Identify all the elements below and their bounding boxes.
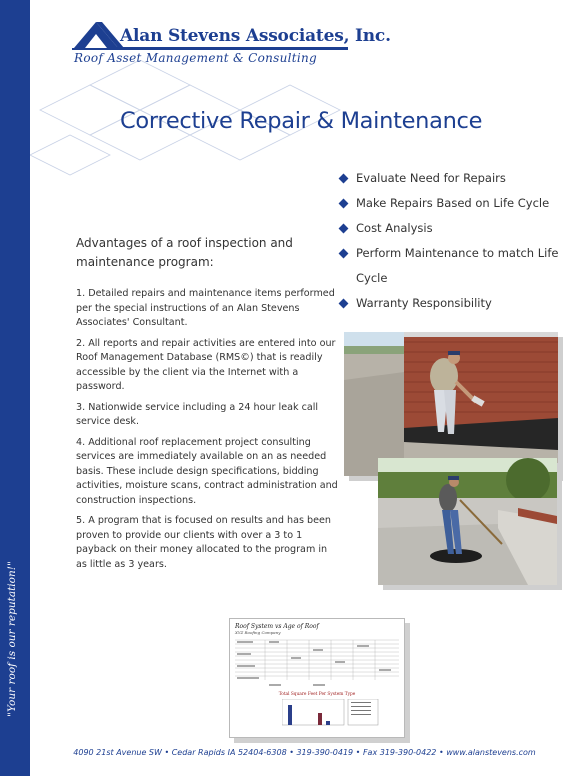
footer-contact: 4090 21st Avenue SW • Cedar Rapids IA 52404-6308 • 319-390-0419 • Fax 319-390-0422 • www.alanstevens.com [73, 748, 536, 757]
advantage-item: 4. Additional roof replacement project consulting services are immediately available on an as needed basis. These include design specifications, bidding activities, moisture scans, contract administration and construction inspections. [76, 436, 338, 506]
bullet-item: Perform Maintenance to match Life Cycle [340, 241, 576, 291]
company-underline [116, 47, 348, 50]
advantage-item: 5. A program that is focused on results and has been proven to provide our clients with over a 3 to 1 payback on their money allocated to the program in as little as 3 years. [76, 515, 331, 570]
diamond-bullet-icon [339, 249, 349, 259]
company-name: Alan Stevens Associates, Inc. [120, 26, 391, 46]
report-table-graphic [235, 636, 399, 690]
bullet-item: Evaluate Need for Repairs [340, 166, 576, 191]
bullet-item: Cost Analysis [340, 216, 576, 241]
diamond-bullet-icon [339, 224, 349, 234]
service-bullet-list [340, 166, 576, 316]
report-title: Roof System vs Age of Roof [235, 623, 319, 630]
advantage-item: 3. Nationwide service including a 24 hour leak call service desk. [76, 401, 319, 427]
bullet-item: Make Repairs Based on Life Cycle [340, 191, 576, 216]
diamond-bullet-icon [339, 199, 349, 209]
company-subtitle: Roof Asset Management & Consulting [74, 51, 318, 65]
diamond-bullet-icon [339, 299, 349, 309]
advantage-item: 2. All reports and repair activities are entered into our Roof Management Database (RMS©) that is readily accessible by the client via the Internet with a password. [76, 337, 336, 392]
page-title: Corrective Repair & Maintenance [120, 108, 483, 134]
report-chart-title: Total Square Feet Per System Type [278, 692, 356, 697]
repair-photo-flashing [344, 332, 558, 476]
repair-photo-roof [378, 458, 557, 585]
diamond-bullet-icon [339, 174, 349, 184]
advantage-item: 1. Detailed repairs and maintenance items performed per the special instructions of an Alan Stevens Associates' Consultant. [76, 288, 335, 328]
tagline: "Your roof is our reputation!" [6, 561, 18, 717]
bullet-item: Warranty Responsibility [340, 291, 576, 316]
report-bar-chart-graphic [282, 699, 382, 733]
report-subtitle: XYZ Roofing Company [235, 630, 281, 635]
report-thumbnail [229, 618, 405, 738]
advantages-list [76, 287, 338, 578]
advantages-heading: Advantages of a roof inspection and maintenance program: [76, 236, 293, 269]
